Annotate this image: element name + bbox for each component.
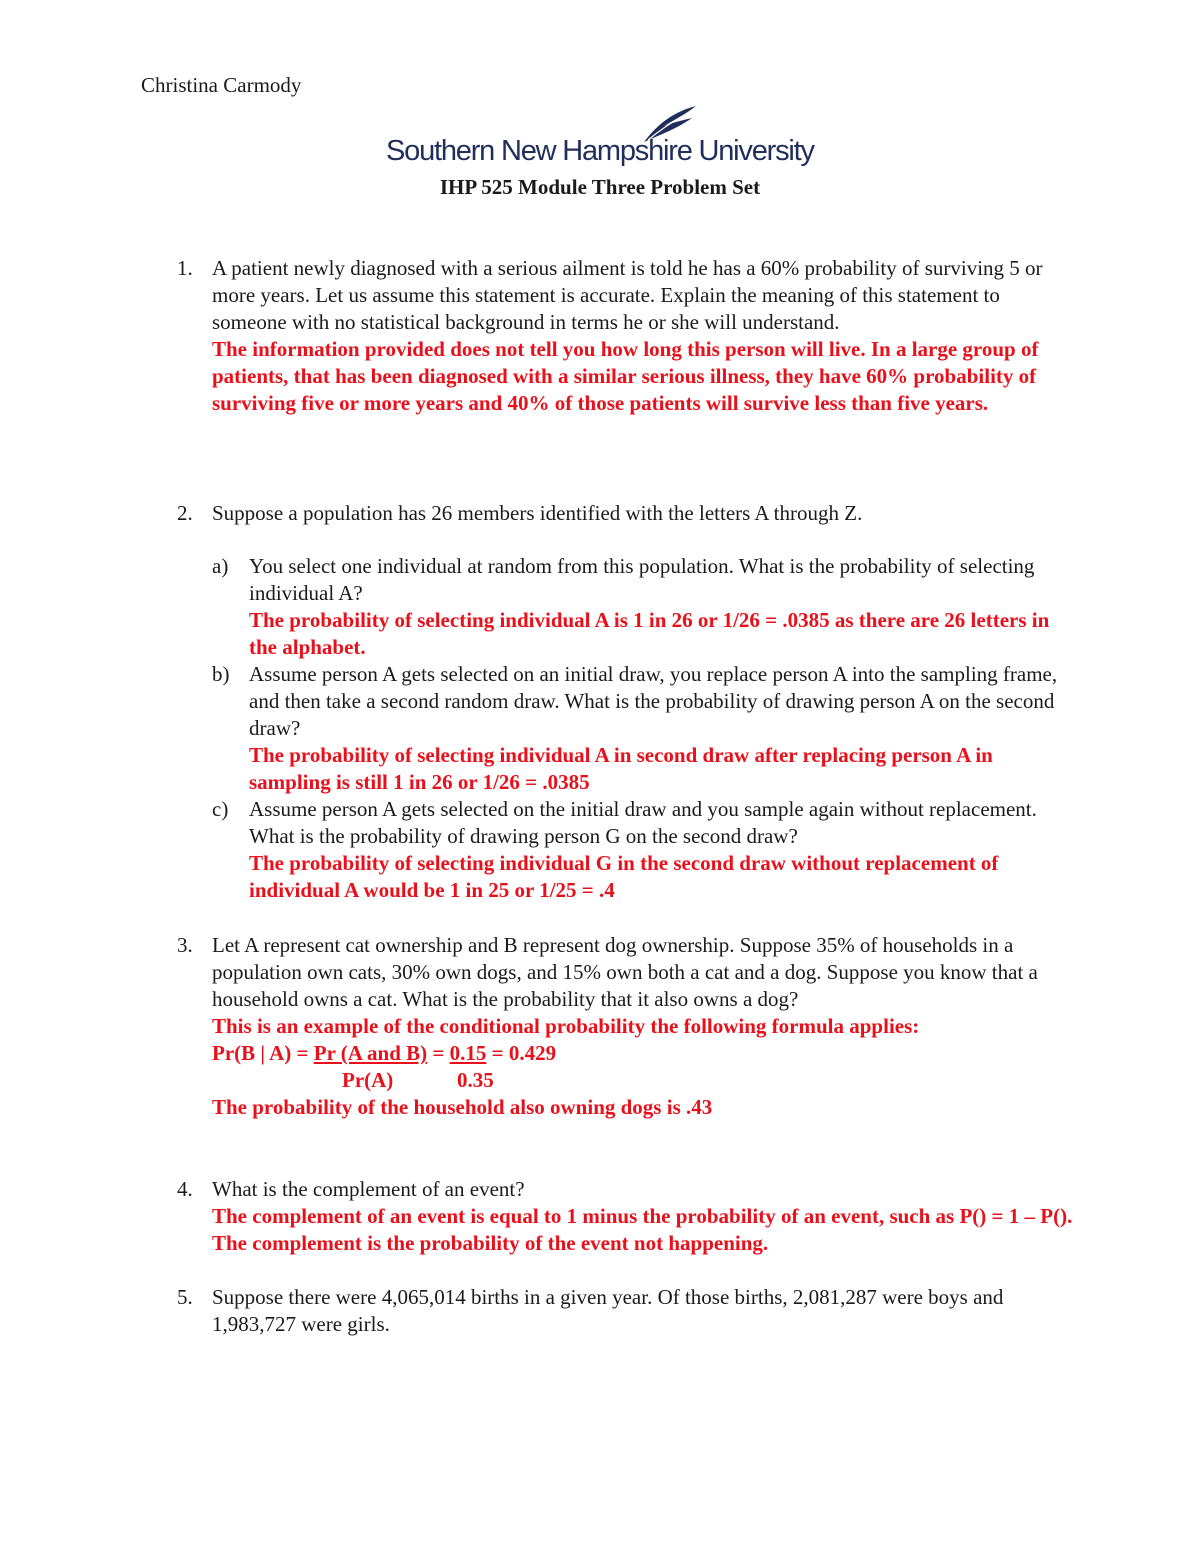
sub-question-letter: c) [212, 797, 229, 821]
answer-intro: This is an example of the conditional probability the following formula applies: [212, 1014, 920, 1038]
question-number: 1. [177, 256, 193, 280]
formula-denominator-line [212, 1067, 1077, 1094]
question-text: A patient newly diagnosed with a serious ailment is told he has a 60% probability of surviving 5 or more years. Let us assume this statement is accurate. Explain the meaning of this statement to someone with no statistical background in terms he or she will understand. [212, 256, 1043, 334]
formula-line [212, 1040, 1077, 1067]
formula-denominator: Pr(A) [342, 1068, 394, 1092]
question-number: 4. [177, 1177, 193, 1201]
university-logo [386, 104, 816, 178]
formula-equals: = [427, 1041, 450, 1065]
question-text: What is the complement of an event? [212, 1177, 525, 1201]
formula-value: 0.15 [449, 1041, 487, 1065]
question-5 [177, 1284, 1077, 1338]
question-number: 5. [177, 1285, 193, 1309]
formula-lhs: Pr(B | A) = [212, 1041, 314, 1065]
formula-result: = 0.429 [486, 1041, 557, 1065]
sub-question-letter: b) [212, 662, 230, 686]
author-name: Christina Carmody [141, 73, 302, 97]
answer-text: The probability of selecting individual G in the second draw without replacement of individual A would be 1 in 25 or 1/25 = .4 [249, 851, 999, 902]
answer-text: The complement of an event is equal to 1 minus the probability of an event, such as P() = 1 – P(). The complement is the probability of the event not happening. [212, 1204, 1073, 1255]
question-2 [177, 500, 1077, 904]
answer-text: The probability of selecting individual A in second draw after replacing person A in sampling is still 1 in 26 or 1/26 = .0385 [249, 743, 993, 794]
question-text: Suppose there were 4,065,014 births in a given year. Of those births, 2,081,287 were boys and 1,983,727 were girls. [212, 1285, 1004, 1336]
sub-question-text: Assume person A gets selected on an initial draw, you replace person A into the sampling frame, and then take a second random draw. What is the probability of drawing person A on the second draw? [249, 662, 1058, 740]
question-text: Let A represent cat ownership and B represent dog ownership. Suppose 35% of households in a population own cats, 30% own dogs, and 15% own both a cat and a dog. Suppose you know that a household owns a cat. What is the probability that it also owns a dog? [212, 933, 1038, 1011]
logo-wordmark: Southern New Hampshire University [386, 135, 814, 167]
question-1 [177, 255, 1077, 417]
answer-text: The probability of selecting individual A is 1 in 26 or 1/26 = .0385 as there are 26 letters in the alphabet. [249, 608, 1050, 659]
formula-denominator-value: 0.35 [457, 1068, 494, 1092]
question-number: 3. [177, 933, 193, 957]
sub-question-c [212, 796, 1077, 904]
answer-conclusion: The probability of the household also owning dogs is .43 [212, 1095, 713, 1119]
question-text: Suppose a population has 26 members identified with the letters A through Z. [212, 501, 863, 525]
document-title: IHP 525 Module Three Problem Set [439, 175, 761, 199]
sub-question-text: You select one individual at random from this population. What is the probability of selecting individual A? [249, 554, 1035, 605]
sub-question-b [212, 661, 1077, 796]
question-number: 2. [177, 501, 193, 525]
question-3 [177, 932, 1077, 1121]
question-4 [177, 1176, 1077, 1257]
sub-question-letter: a) [212, 554, 229, 578]
formula-numerator: Pr (A and B) [313, 1041, 428, 1065]
sub-question-text: Assume person A gets selected on the initial draw and you sample again without replacement. What is the probability of drawing person G on the second draw? [249, 797, 1037, 848]
sub-question-a [212, 553, 1077, 661]
answer-text: The information provided does not tell you how long this person will live. In a large group of patients, that has been diagnosed with a similar serious illness, they have 60% probability of surviving five or more years and 40% of those patients will survive less than five years. [212, 337, 1039, 415]
